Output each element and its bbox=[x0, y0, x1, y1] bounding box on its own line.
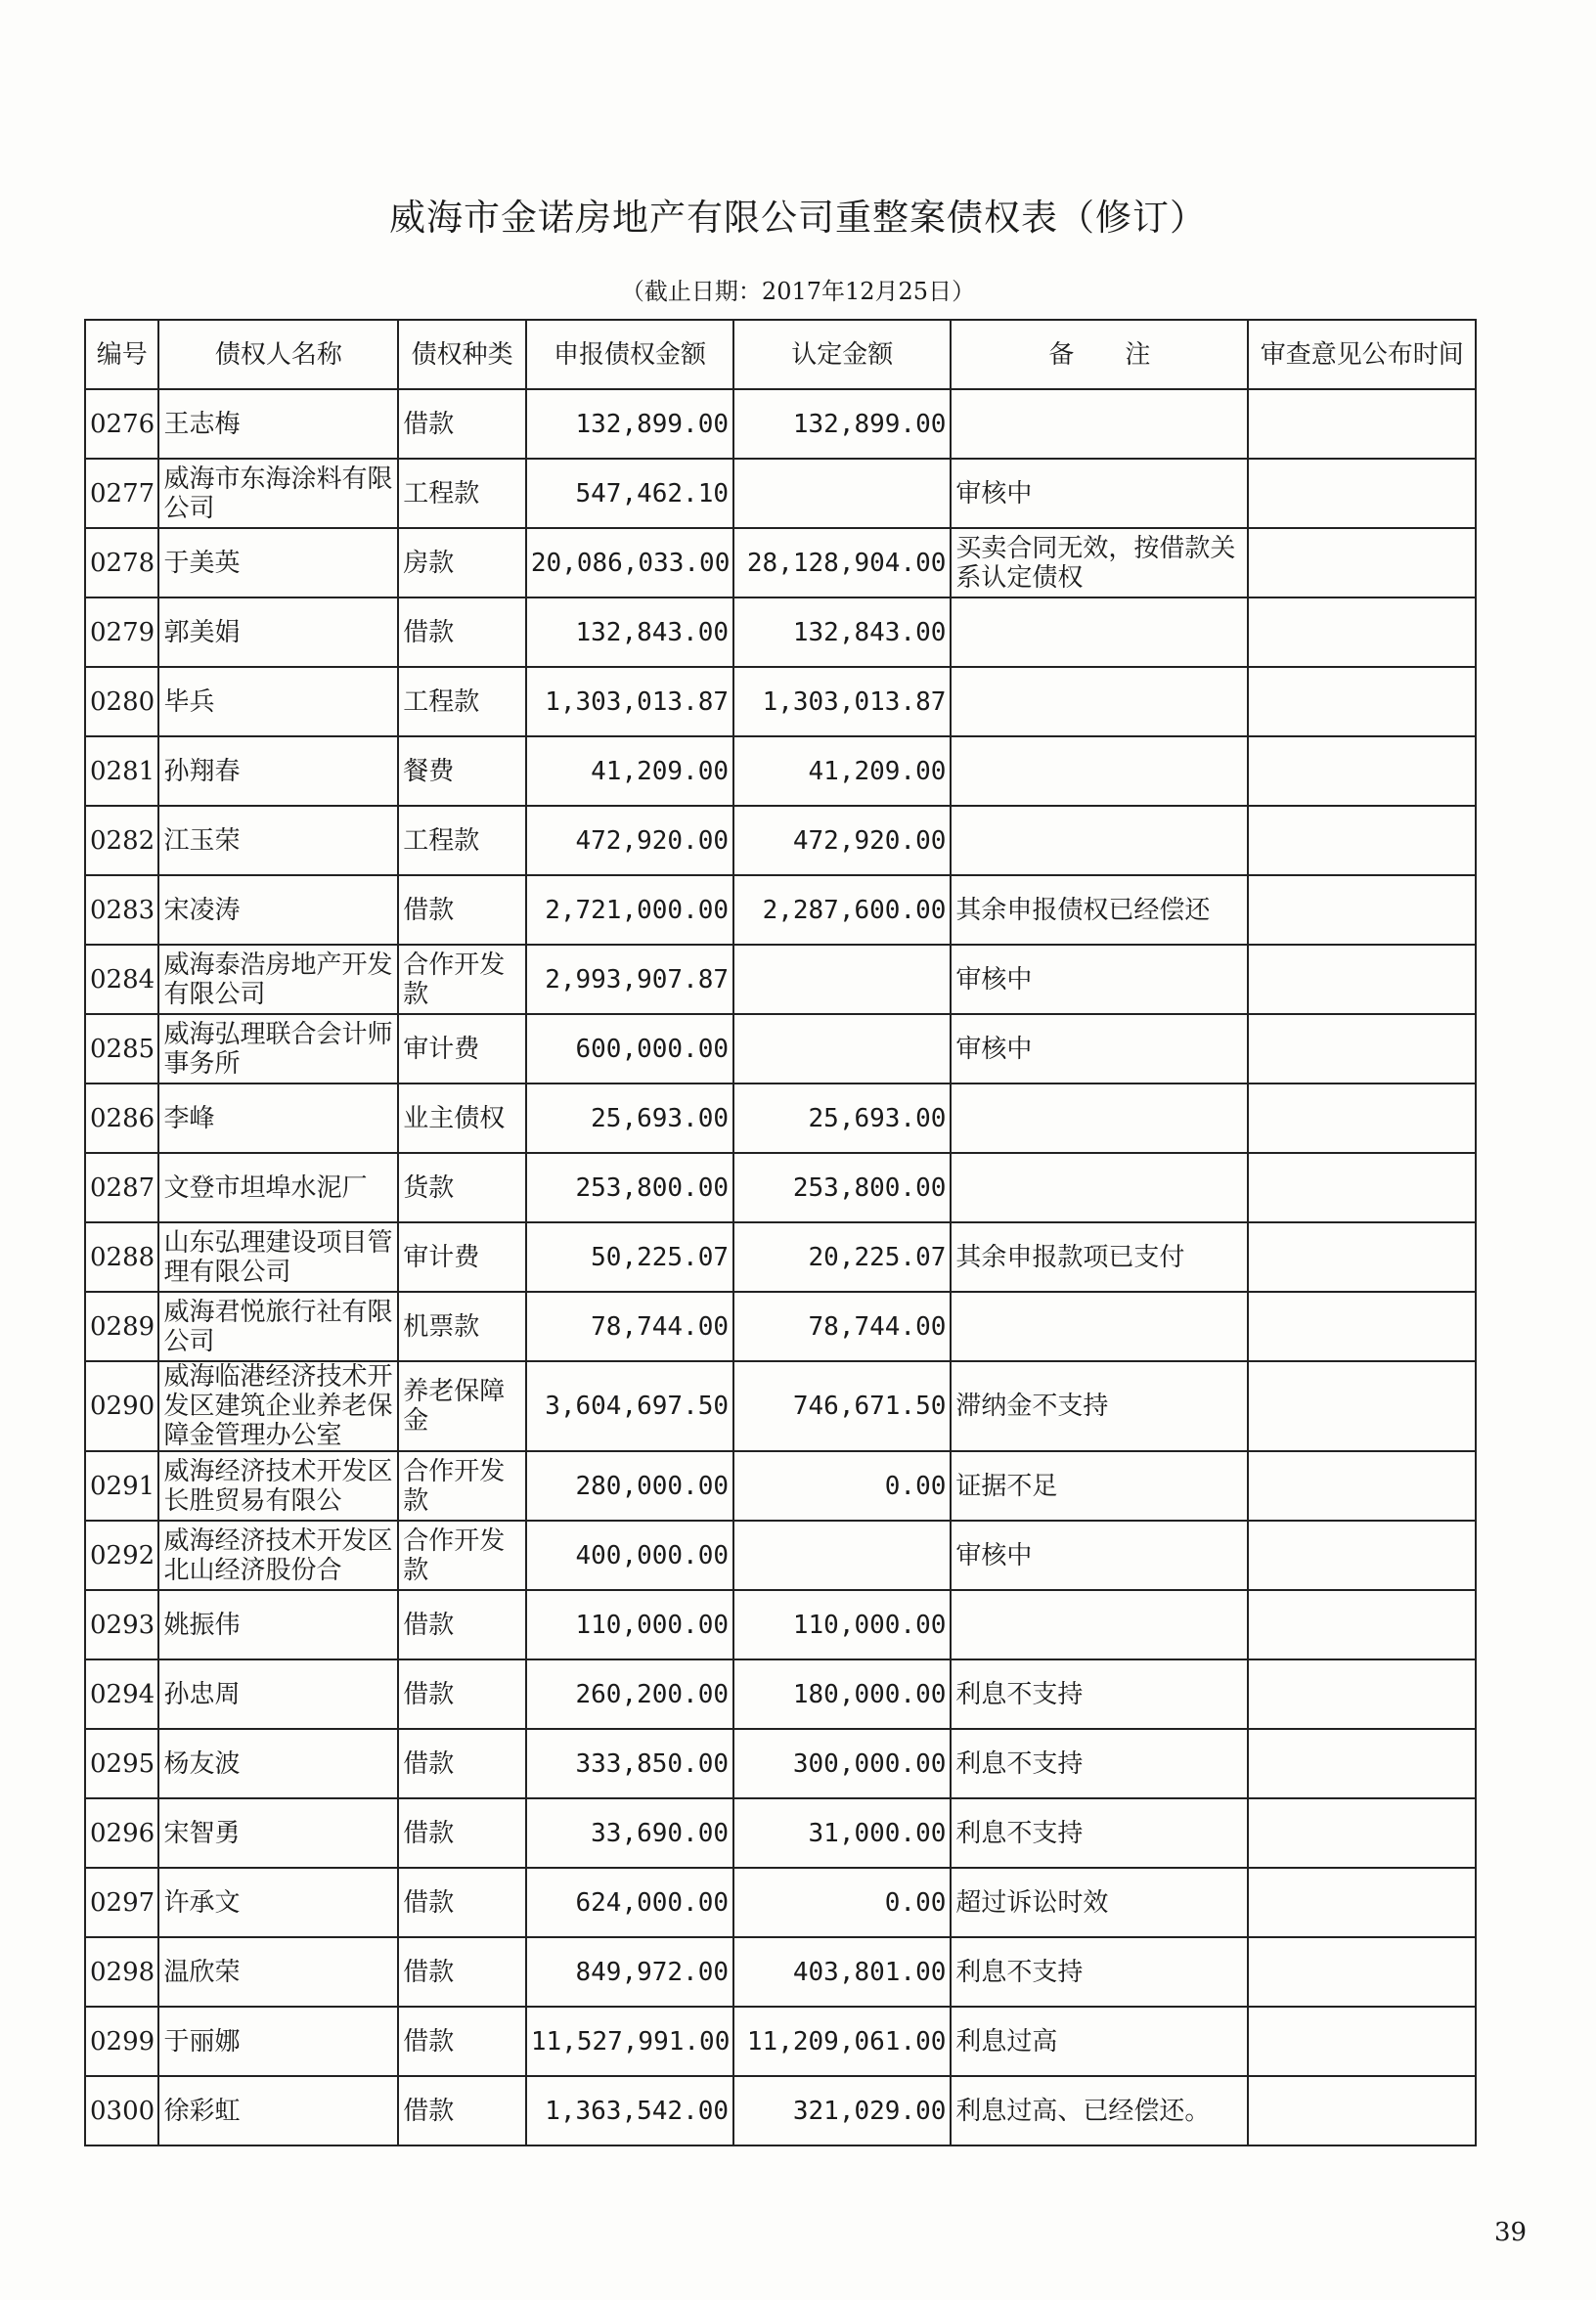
cell-confirmed-amount: 132,899.00 bbox=[733, 389, 951, 459]
table-row bbox=[85, 2007, 1476, 2076]
cell-creditor-name: 孙翔春 bbox=[158, 736, 398, 806]
cell-declared-amount: 260,200.00 bbox=[526, 1659, 733, 1729]
cell-id: 0283 bbox=[85, 875, 158, 945]
cell-remarks: 审核中 bbox=[951, 1521, 1248, 1590]
cell-declared-amount: 333,850.00 bbox=[526, 1729, 733, 1798]
cell-remarks: 审核中 bbox=[951, 945, 1248, 1014]
table-row bbox=[85, 736, 1476, 806]
cell-confirmed-amount: 78,744.00 bbox=[733, 1292, 951, 1361]
cell-id: 0285 bbox=[85, 1014, 158, 1084]
cell-declared-amount: 33,690.00 bbox=[526, 1798, 733, 1868]
table-row bbox=[85, 667, 1476, 736]
cell-review-opinion-date bbox=[1248, 1729, 1476, 1798]
cell-claim-type: 机票款 bbox=[398, 1292, 526, 1361]
cell-declared-amount: 849,972.00 bbox=[526, 1937, 733, 2007]
cell-confirmed-amount: 180,000.00 bbox=[733, 1659, 951, 1729]
table-row bbox=[85, 1084, 1476, 1153]
cell-confirmed-amount: 2,287,600.00 bbox=[733, 875, 951, 945]
cell-claim-type: 审计费 bbox=[398, 1014, 526, 1084]
cell-declared-amount: 600,000.00 bbox=[526, 1014, 733, 1084]
cell-review-opinion-date bbox=[1248, 1521, 1476, 1590]
cell-declared-amount: 3,604,697.50 bbox=[526, 1361, 733, 1451]
table-row bbox=[85, 459, 1476, 528]
table-row bbox=[85, 945, 1476, 1014]
table-row bbox=[85, 1590, 1476, 1659]
cell-remarks bbox=[951, 597, 1248, 667]
cell-creditor-name: 威海市东海涂料有限公司 bbox=[158, 459, 398, 528]
cell-declared-amount: 472,920.00 bbox=[526, 806, 733, 875]
cell-declared-amount: 20,086,033.00 bbox=[526, 528, 733, 597]
table-row bbox=[85, 1729, 1476, 1798]
cell-confirmed-amount: 41,209.00 bbox=[733, 736, 951, 806]
cell-declared-amount: 2,721,000.00 bbox=[526, 875, 733, 945]
header-declared-amount: 申报债权金额 bbox=[526, 320, 733, 389]
table-row bbox=[85, 1361, 1476, 1451]
table-row bbox=[85, 1153, 1476, 1222]
cell-review-opinion-date bbox=[1248, 736, 1476, 806]
cell-review-opinion-date bbox=[1248, 1361, 1476, 1451]
cell-remarks: 证据不足 bbox=[951, 1451, 1248, 1521]
cell-confirmed-amount: 746,671.50 bbox=[733, 1361, 951, 1451]
header-creditor-name: 债权人名称 bbox=[158, 320, 398, 389]
cell-remarks: 其余申报款项已支付 bbox=[951, 1222, 1248, 1292]
cell-confirmed-amount bbox=[733, 945, 951, 1014]
page-number: 39 bbox=[1494, 2218, 1528, 2247]
table-body bbox=[85, 389, 1476, 2145]
cell-claim-type: 业主债权 bbox=[398, 1084, 526, 1153]
cell-claim-type: 借款 bbox=[398, 1590, 526, 1659]
header-confirmed-amount: 认定金额 bbox=[733, 320, 951, 389]
table-row bbox=[85, 2076, 1476, 2145]
cell-claim-type: 合作开发款 bbox=[398, 1521, 526, 1590]
cell-id: 0289 bbox=[85, 1292, 158, 1361]
cell-remarks: 利息不支持 bbox=[951, 1798, 1248, 1868]
cell-id: 0277 bbox=[85, 459, 158, 528]
cell-confirmed-amount: 0.00 bbox=[733, 1868, 951, 1937]
cell-creditor-name: 江玉荣 bbox=[158, 806, 398, 875]
cell-id: 0286 bbox=[85, 1084, 158, 1153]
cell-confirmed-amount bbox=[733, 1014, 951, 1084]
header-remarks: 备 注 bbox=[951, 320, 1248, 389]
cell-creditor-name: 威海泰浩房地产开发有限公司 bbox=[158, 945, 398, 1014]
cell-remarks bbox=[951, 1084, 1248, 1153]
cell-creditor-name: 王志梅 bbox=[158, 389, 398, 459]
cell-creditor-name: 杨友波 bbox=[158, 1729, 398, 1798]
cell-claim-type: 工程款 bbox=[398, 667, 526, 736]
cell-creditor-name: 于美英 bbox=[158, 528, 398, 597]
table-row bbox=[85, 528, 1476, 597]
table-row bbox=[85, 1868, 1476, 1937]
cell-review-opinion-date bbox=[1248, 528, 1476, 597]
cell-confirmed-amount bbox=[733, 459, 951, 528]
cell-creditor-name: 威海经济技术开发区长胜贸易有限公 bbox=[158, 1451, 398, 1521]
cell-claim-type: 借款 bbox=[398, 1729, 526, 1798]
cell-remarks bbox=[951, 389, 1248, 459]
cell-claim-type: 借款 bbox=[398, 1937, 526, 2007]
table-row bbox=[85, 389, 1476, 459]
cell-creditor-name: 于丽娜 bbox=[158, 2007, 398, 2076]
cell-declared-amount: 400,000.00 bbox=[526, 1521, 733, 1590]
cell-creditor-name: 威海君悦旅行社有限公司 bbox=[158, 1292, 398, 1361]
cell-confirmed-amount: 321,029.00 bbox=[733, 2076, 951, 2145]
cell-confirmed-amount: 403,801.00 bbox=[733, 1937, 951, 2007]
cell-creditor-name: 郭美娟 bbox=[158, 597, 398, 667]
cell-creditor-name: 威海弘理联合会计师事务所 bbox=[158, 1014, 398, 1084]
table-row bbox=[85, 1937, 1476, 2007]
cell-remarks: 超过诉讼时效 bbox=[951, 1868, 1248, 1937]
cell-creditor-name: 许承文 bbox=[158, 1868, 398, 1937]
cell-confirmed-amount: 132,843.00 bbox=[733, 597, 951, 667]
cell-declared-amount: 41,209.00 bbox=[526, 736, 733, 806]
cell-id: 0292 bbox=[85, 1521, 158, 1590]
cell-remarks: 买卖合同无效，按借款关系认定债权 bbox=[951, 528, 1248, 597]
cell-declared-amount: 547,462.10 bbox=[526, 459, 733, 528]
table-row bbox=[85, 806, 1476, 875]
cell-creditor-name: 文登市坦埠水泥厂 bbox=[158, 1153, 398, 1222]
cell-claim-type: 借款 bbox=[398, 1659, 526, 1729]
cell-confirmed-amount: 0.00 bbox=[733, 1451, 951, 1521]
cell-review-opinion-date bbox=[1248, 667, 1476, 736]
cell-confirmed-amount: 253,800.00 bbox=[733, 1153, 951, 1222]
cell-review-opinion-date bbox=[1248, 1868, 1476, 1937]
cell-claim-type: 审计费 bbox=[398, 1222, 526, 1292]
cell-id: 0296 bbox=[85, 1798, 158, 1868]
cell-id: 0280 bbox=[85, 667, 158, 736]
cell-declared-amount: 50,225.07 bbox=[526, 1222, 733, 1292]
cell-remarks: 利息过高、已经偿还。 bbox=[951, 2076, 1248, 2145]
table-row bbox=[85, 1451, 1476, 1521]
cell-declared-amount: 132,843.00 bbox=[526, 597, 733, 667]
document-title: 威海市金诺房地产有限公司重整案债权表（修订） bbox=[389, 197, 1207, 239]
header-review-opinion-date: 审查意见公布时间 bbox=[1248, 320, 1476, 389]
table-row bbox=[85, 1292, 1476, 1361]
cell-creditor-name: 宋智勇 bbox=[158, 1798, 398, 1868]
cell-declared-amount: 624,000.00 bbox=[526, 1868, 733, 1937]
cell-id: 0297 bbox=[85, 1868, 158, 1937]
cell-confirmed-amount: 11,209,061.00 bbox=[733, 2007, 951, 2076]
cell-creditor-name: 宋凌涛 bbox=[158, 875, 398, 945]
cell-remarks: 利息不支持 bbox=[951, 1729, 1248, 1798]
cell-remarks bbox=[951, 1590, 1248, 1659]
cell-id: 0299 bbox=[85, 2007, 158, 2076]
cell-creditor-name: 山东弘理建设项目管理有限公司 bbox=[158, 1222, 398, 1292]
cell-declared-amount: 253,800.00 bbox=[526, 1153, 733, 1222]
cell-creditor-name: 威海经济技术开发区北山经济股份合 bbox=[158, 1521, 398, 1590]
cell-remarks: 滞纳金不支持 bbox=[951, 1361, 1248, 1451]
cell-review-opinion-date bbox=[1248, 1451, 1476, 1521]
cell-declared-amount: 11,527,991.00 bbox=[526, 2007, 733, 2076]
table-row bbox=[85, 1014, 1476, 1084]
cell-remarks bbox=[951, 1292, 1248, 1361]
table-header-row bbox=[85, 320, 1476, 389]
cell-confirmed-amount: 1,303,013.87 bbox=[733, 667, 951, 736]
cell-claim-type: 借款 bbox=[398, 2076, 526, 2145]
cell-declared-amount: 132,899.00 bbox=[526, 389, 733, 459]
cell-creditor-name: 李峰 bbox=[158, 1084, 398, 1153]
header-id: 编号 bbox=[85, 320, 158, 389]
cell-confirmed-amount: 300,000.00 bbox=[733, 1729, 951, 1798]
cell-confirmed-amount: 31,000.00 bbox=[733, 1798, 951, 1868]
cell-confirmed-amount: 472,920.00 bbox=[733, 806, 951, 875]
cell-creditor-name: 孙忠周 bbox=[158, 1659, 398, 1729]
table-row bbox=[85, 1222, 1476, 1292]
cell-review-opinion-date bbox=[1248, 1798, 1476, 1868]
cell-review-opinion-date bbox=[1248, 1292, 1476, 1361]
cell-review-opinion-date bbox=[1248, 1659, 1476, 1729]
cell-id: 0287 bbox=[85, 1153, 158, 1222]
cell-remarks bbox=[951, 736, 1248, 806]
table-row bbox=[85, 1521, 1476, 1590]
cell-claim-type: 借款 bbox=[398, 875, 526, 945]
cell-id: 0284 bbox=[85, 945, 158, 1014]
cell-remarks: 利息不支持 bbox=[951, 1659, 1248, 1729]
cell-creditor-name: 温欣荣 bbox=[158, 1937, 398, 2007]
cell-claim-type: 工程款 bbox=[398, 459, 526, 528]
cell-declared-amount: 2,993,907.87 bbox=[526, 945, 733, 1014]
cell-declared-amount: 280,000.00 bbox=[526, 1451, 733, 1521]
cell-claim-type: 合作开发款 bbox=[398, 945, 526, 1014]
document-subtitle: （截止日期：2017年12月25日） bbox=[620, 278, 976, 305]
cell-id: 0288 bbox=[85, 1222, 158, 1292]
cell-remarks: 审核中 bbox=[951, 1014, 1248, 1084]
cell-declared-amount: 1,303,013.87 bbox=[526, 667, 733, 736]
cell-id: 0294 bbox=[85, 1659, 158, 1729]
cell-creditor-name: 威海临港经济技术开发区建筑企业养老保障金管理办公室 bbox=[158, 1361, 398, 1451]
cell-id: 0298 bbox=[85, 1937, 158, 2007]
cell-review-opinion-date bbox=[1248, 389, 1476, 459]
cell-creditor-name: 徐彩虹 bbox=[158, 2076, 398, 2145]
cell-claim-type: 借款 bbox=[398, 1868, 526, 1937]
cell-id: 0293 bbox=[85, 1590, 158, 1659]
cell-review-opinion-date bbox=[1248, 806, 1476, 875]
cell-review-opinion-date bbox=[1248, 945, 1476, 1014]
cell-id: 0291 bbox=[85, 1451, 158, 1521]
cell-declared-amount: 110,000.00 bbox=[526, 1590, 733, 1659]
cell-review-opinion-date bbox=[1248, 1084, 1476, 1153]
cell-claim-type: 工程款 bbox=[398, 806, 526, 875]
cell-claim-type: 餐费 bbox=[398, 736, 526, 806]
cell-review-opinion-date bbox=[1248, 1153, 1476, 1222]
cell-id: 0295 bbox=[85, 1729, 158, 1798]
header-claim-type: 债权种类 bbox=[398, 320, 526, 389]
cell-id: 0290 bbox=[85, 1361, 158, 1451]
cell-confirmed-amount: 20,225.07 bbox=[733, 1222, 951, 1292]
cell-creditor-name: 姚振伟 bbox=[158, 1590, 398, 1659]
cell-confirmed-amount: 25,693.00 bbox=[733, 1084, 951, 1153]
cell-review-opinion-date bbox=[1248, 1014, 1476, 1084]
cell-review-opinion-date bbox=[1248, 459, 1476, 528]
cell-claim-type: 借款 bbox=[398, 389, 526, 459]
cell-id: 0278 bbox=[85, 528, 158, 597]
cell-claim-type: 借款 bbox=[398, 2007, 526, 2076]
cell-claim-type: 借款 bbox=[398, 1798, 526, 1868]
cell-id: 0279 bbox=[85, 597, 158, 667]
cell-review-opinion-date bbox=[1248, 875, 1476, 945]
cell-review-opinion-date bbox=[1248, 2007, 1476, 2076]
cell-review-opinion-date bbox=[1248, 1937, 1476, 2007]
cell-review-opinion-date bbox=[1248, 1222, 1476, 1292]
table-row bbox=[85, 875, 1476, 945]
table-row bbox=[85, 1798, 1476, 1868]
table-row bbox=[85, 597, 1476, 667]
cell-remarks: 利息过高 bbox=[951, 2007, 1248, 2076]
table-row bbox=[85, 1659, 1476, 1729]
cell-review-opinion-date bbox=[1248, 2076, 1476, 2145]
cell-id: 0282 bbox=[85, 806, 158, 875]
cell-remarks bbox=[951, 1153, 1248, 1222]
cell-claim-type: 借款 bbox=[398, 597, 526, 667]
cell-remarks bbox=[951, 806, 1248, 875]
cell-remarks bbox=[951, 667, 1248, 736]
cell-claim-type: 房款 bbox=[398, 528, 526, 597]
cell-review-opinion-date bbox=[1248, 1590, 1476, 1659]
cell-remarks: 审核中 bbox=[951, 459, 1248, 528]
cell-claim-type: 合作开发款 bbox=[398, 1451, 526, 1521]
cell-id: 0300 bbox=[85, 2076, 158, 2145]
cell-declared-amount: 1,363,542.00 bbox=[526, 2076, 733, 2145]
cell-id: 0281 bbox=[85, 736, 158, 806]
cell-creditor-name: 毕兵 bbox=[158, 667, 398, 736]
cell-declared-amount: 78,744.00 bbox=[526, 1292, 733, 1361]
claims-table bbox=[84, 319, 1477, 2146]
cell-claim-type: 养老保障金 bbox=[398, 1361, 526, 1451]
cell-remarks: 利息不支持 bbox=[951, 1937, 1248, 2007]
cell-confirmed-amount: 28,128,904.00 bbox=[733, 528, 951, 597]
cell-claim-type: 货款 bbox=[398, 1153, 526, 1222]
cell-confirmed-amount: 110,000.00 bbox=[733, 1590, 951, 1659]
cell-confirmed-amount bbox=[733, 1521, 951, 1590]
cell-declared-amount: 25,693.00 bbox=[526, 1084, 733, 1153]
cell-id: 0276 bbox=[85, 389, 158, 459]
cell-remarks: 其余申报债权已经偿还 bbox=[951, 875, 1248, 945]
cell-review-opinion-date bbox=[1248, 597, 1476, 667]
